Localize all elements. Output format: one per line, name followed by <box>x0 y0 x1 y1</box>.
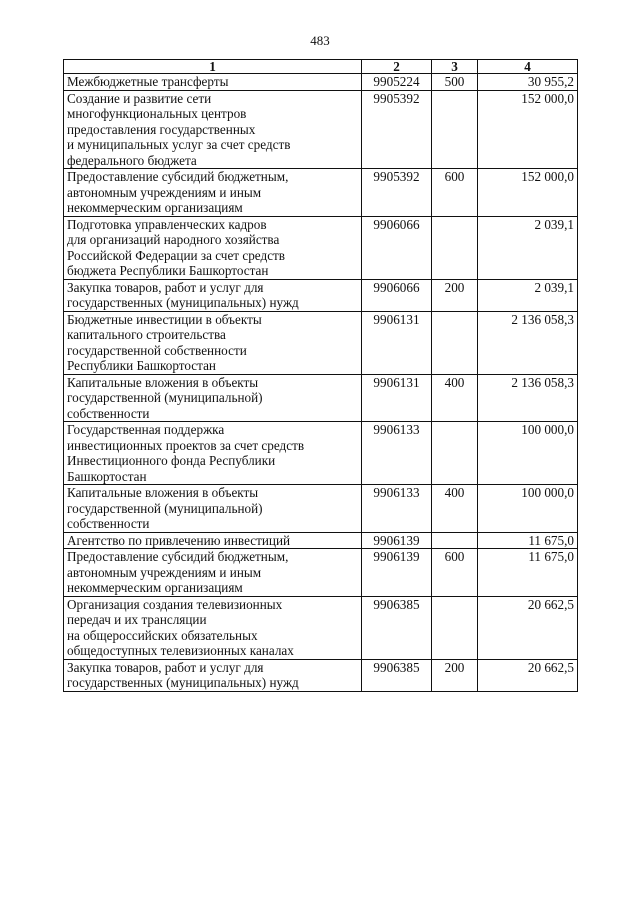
table-row <box>64 549 578 597</box>
row-name-cell: Капитальные вложения в объекты государственной (муниципальной) собственности <box>64 374 362 422</box>
row-type-cell <box>432 532 478 549</box>
header-row <box>64 60 578 74</box>
row-name-cell: Закупка товаров, работ и услуг для государственных (муниципальных) нужд <box>64 279 362 311</box>
row-name-cell: Предоставление субсидий бюджетным, автономным учреждениям и иным некоммерческим организациям <box>64 169 362 217</box>
table-row <box>64 74 578 91</box>
row-type-cell: 600 <box>432 549 478 597</box>
row-amount-cell: 11 675,0 <box>478 549 578 597</box>
table-row <box>64 422 578 485</box>
row-type-cell: 200 <box>432 279 478 311</box>
row-type-cell: 500 <box>432 74 478 91</box>
table-row <box>64 90 578 169</box>
row-type-cell <box>432 422 478 485</box>
row-amount-cell: 100 000,0 <box>478 485 578 533</box>
row-amount-cell: 20 662,5 <box>478 596 578 659</box>
table-row <box>64 659 578 691</box>
row-code-cell: 9906133 <box>362 422 432 485</box>
row-code-cell: 9906133 <box>362 485 432 533</box>
row-amount-cell: 11 675,0 <box>478 532 578 549</box>
column-header-4: 4 <box>478 60 578 74</box>
row-name-cell: Государственная поддержка инвестиционных проектов за счет средств Инвестиционного фонда Республики Башкортостан <box>64 422 362 485</box>
row-amount-cell: 2 136 058,3 <box>478 374 578 422</box>
row-name-cell: Создание и развитие сети многофункциональных центров предоставления государственных и муниципальных услуг за счет средств федерального бюджета <box>64 90 362 169</box>
table-body <box>64 74 578 692</box>
row-code-cell: 9905392 <box>362 90 432 169</box>
page-number: 483 <box>310 33 330 48</box>
row-code-cell: 9906385 <box>362 596 432 659</box>
table-row <box>64 485 578 533</box>
row-name-cell: Организация создания телевизионных передач и их трансляции на общероссийских обязательных общедоступных телевизионных каналах <box>64 596 362 659</box>
table-row <box>64 216 578 279</box>
row-amount-cell: 30 955,2 <box>478 74 578 91</box>
row-type-cell: 400 <box>432 485 478 533</box>
row-code-cell: 9906131 <box>362 311 432 374</box>
table-row <box>64 532 578 549</box>
table-row <box>64 374 578 422</box>
row-type-cell <box>432 596 478 659</box>
row-amount-cell: 2 136 058,3 <box>478 311 578 374</box>
row-amount-cell: 2 039,1 <box>478 279 578 311</box>
row-type-cell <box>432 90 478 169</box>
row-name-cell: Агентство по привлечению инвестиций <box>64 532 362 549</box>
row-code-cell: 9906131 <box>362 374 432 422</box>
row-code-cell: 9906066 <box>362 279 432 311</box>
row-name-cell: Капитальные вложения в объекты государственной (муниципальной) собственности <box>64 485 362 533</box>
table-row <box>64 311 578 374</box>
table-row <box>64 279 578 311</box>
row-type-cell: 400 <box>432 374 478 422</box>
row-code-cell: 9905224 <box>362 74 432 91</box>
row-amount-cell: 100 000,0 <box>478 422 578 485</box>
row-amount-cell: 2 039,1 <box>478 216 578 279</box>
row-code-cell: 9906066 <box>362 216 432 279</box>
column-header-3: 3 <box>432 60 478 74</box>
row-code-cell: 9906139 <box>362 532 432 549</box>
row-amount-cell: 20 662,5 <box>478 659 578 691</box>
table-row <box>64 169 578 217</box>
budget-table <box>63 59 578 692</box>
row-type-cell: 200 <box>432 659 478 691</box>
row-type-cell <box>432 216 478 279</box>
row-type-cell: 600 <box>432 169 478 217</box>
table-row <box>64 596 578 659</box>
column-header-1: 1 <box>64 60 362 74</box>
row-type-cell <box>432 311 478 374</box>
column-header-2: 2 <box>362 60 432 74</box>
row-code-cell: 9906385 <box>362 659 432 691</box>
row-amount-cell: 152 000,0 <box>478 169 578 217</box>
row-code-cell: 9905392 <box>362 169 432 217</box>
row-name-cell: Предоставление субсидий бюджетным, автономным учреждениям и иным некоммерческим организациям <box>64 549 362 597</box>
row-code-cell: 9906139 <box>362 549 432 597</box>
row-amount-cell: 152 000,0 <box>478 90 578 169</box>
row-name-cell: Подготовка управленческих кадров для организаций народного хозяйства Российской Федерации за счет средств бюджета Республики Башкортостан <box>64 216 362 279</box>
row-name-cell: Закупка товаров, работ и услуг для государственных (муниципальных) нужд <box>64 659 362 691</box>
row-name-cell: Бюджетные инвестиции в объекты капитального строительства государственной собственности Республики Башкортостан <box>64 311 362 374</box>
row-name-cell: Межбюджетные трансферты <box>64 74 362 91</box>
